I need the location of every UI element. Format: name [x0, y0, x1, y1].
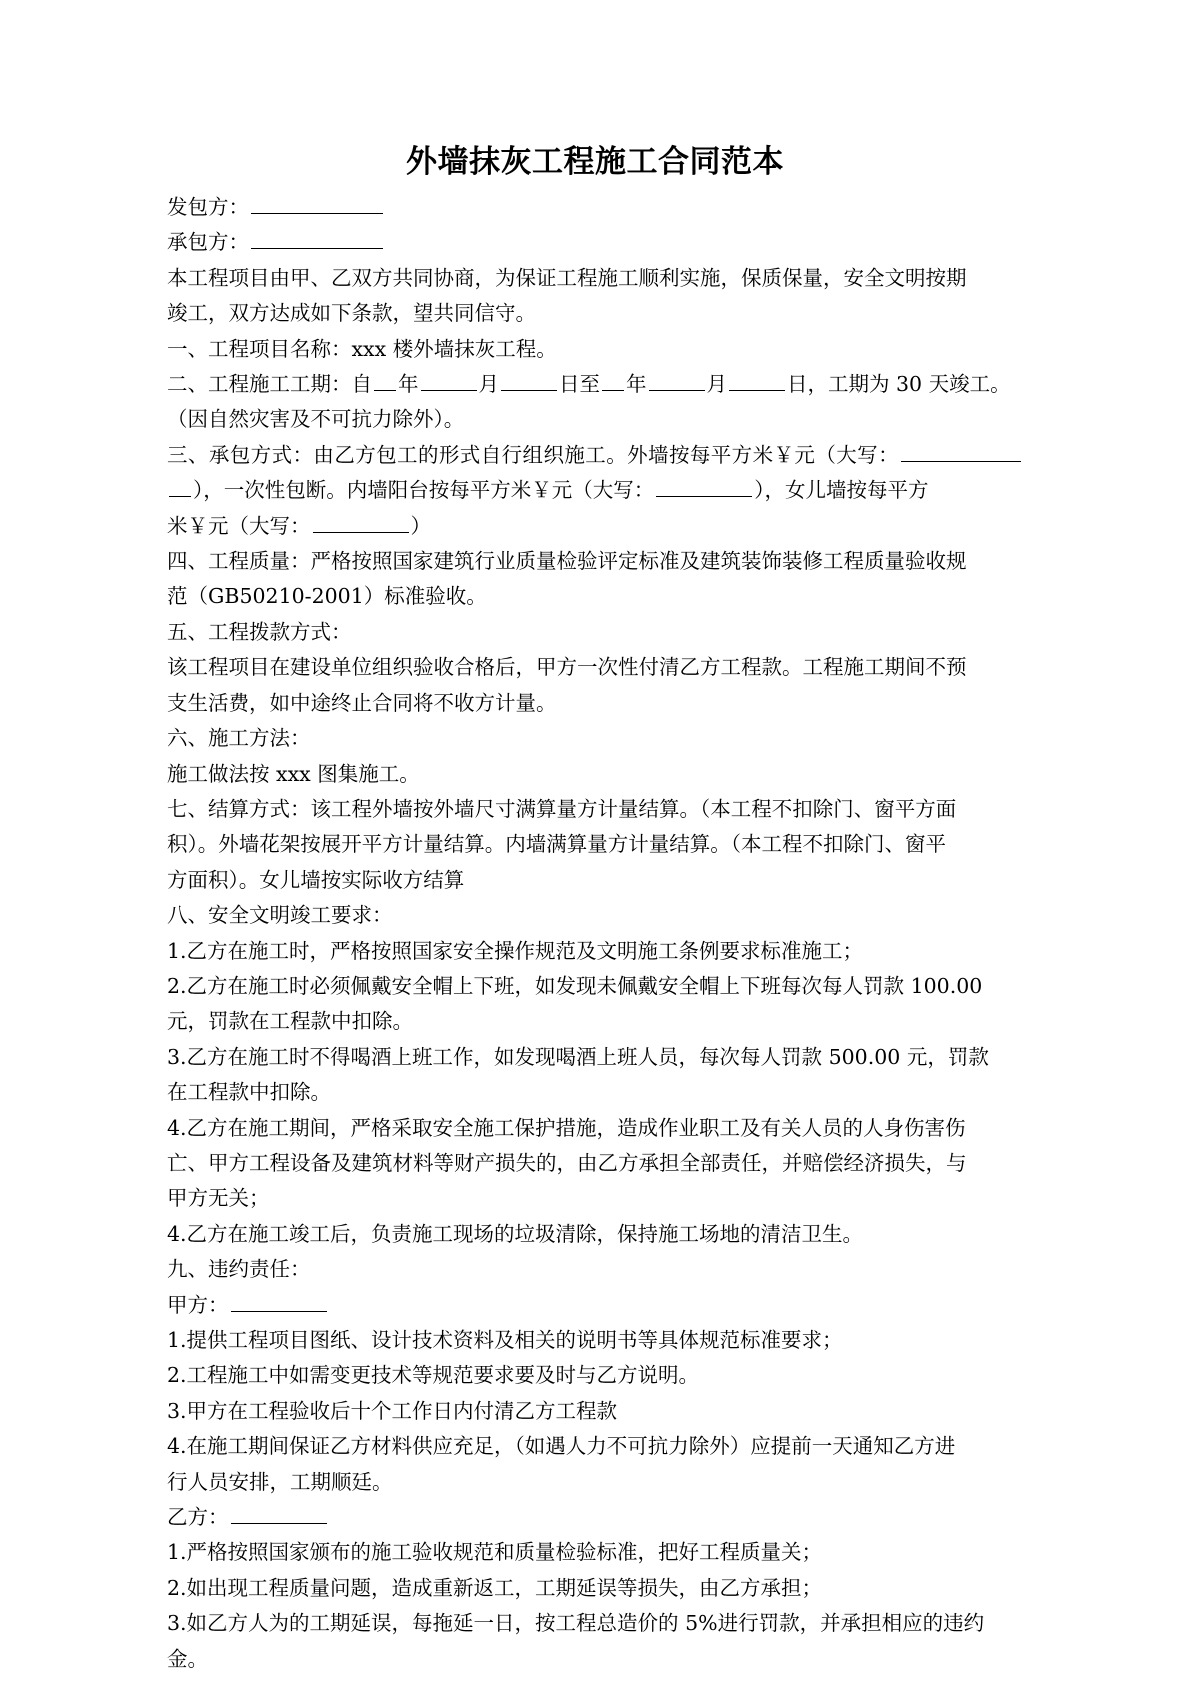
clause-8-item-4-line-3: 甲方无关；: [167, 1186, 270, 1211]
exterior-wall-amount-blank[interactable]: [901, 440, 1021, 462]
end-year-label: 年: [626, 372, 647, 397]
exterior-wall-amount-blank-cont[interactable]: [169, 476, 191, 498]
clause-2-schedule: [167, 367, 1023, 402]
clause-7-line-3: 方面积）。女儿墙按实际收方结算: [167, 867, 465, 892]
clause-7-line-2: 积）。外墙花架按展开平方计量结算。内墙满算量方计量结算。（本工程不扣除门、窗平: [167, 832, 946, 857]
clause-4-quality-line-1: 四、工程质量：严格按照国家建筑行业质量检验评定标准及建筑装饰装修工程质量验收规: [167, 549, 967, 574]
clause-1-project-name: 一、工程项目名称：xxx 楼外墙抹灰工程。: [167, 336, 557, 361]
party-b-line: [167, 1500, 1023, 1535]
clause-8-item-3-line-1: 3.乙方在施工时不得喝酒上班工作，如发现喝酒上班人员，每次每人罚款 500.00 元，罚款: [167, 1044, 989, 1069]
party-a-item-4-line-2: 行人员安排，工期顺廷。: [167, 1469, 393, 1494]
clause-5-line-2: 支生活费，如中途终止合同将不收方计量。: [167, 690, 557, 715]
clause-8-item-1: 1.乙方在施工时，严格按照国家安全操作规范及文明施工条例要求标准施工；: [167, 938, 864, 963]
clause-3-part-a: 三、承包方式：由乙方包工的形式自行组织施工。外墙按每平方米￥元（大写：: [167, 442, 899, 467]
clause-8-title: 八、安全文明竣工要求：: [167, 903, 393, 928]
party-a-label: 甲方：: [167, 1292, 229, 1317]
party-b-item-1: 1.严格按照国家颁布的施工验收规范和质量检验标准，把好工程质量关；: [167, 1540, 823, 1565]
end-year-blank[interactable]: [602, 370, 624, 392]
clause-8-item-3-line-2: 在工程款中扣除。: [167, 1080, 331, 1105]
party-b-label: 乙方：: [167, 1505, 229, 1530]
clause-2-prefix: 二、工程施工工期：自: [167, 372, 372, 397]
end-month-label: 月: [706, 372, 727, 397]
preamble-line-1: 本工程项目由甲、乙双方共同协商，为保证工程施工顺利实施，保质保量，安全文明按期: [167, 265, 967, 290]
contractor-blank[interactable]: [251, 228, 383, 250]
party-b-blank[interactable]: [231, 1503, 327, 1525]
start-year-label: 年: [398, 372, 419, 397]
start-year-blank[interactable]: [374, 370, 396, 392]
clause-5-title: 五、工程拨款方式：: [167, 619, 352, 644]
clause-8-item-4-line-1: 4.乙方在施工期间，严格采取安全施工保护措施，造成作业职工及有关人员的人身伤害伤: [167, 1115, 966, 1140]
start-month-blank[interactable]: [421, 370, 477, 392]
end-day-blank[interactable]: [729, 370, 785, 392]
clause-6-title: 六、施工方法：: [167, 726, 311, 751]
clause-3-contracting-method: [167, 438, 1023, 509]
start-day-label: 日至: [559, 372, 600, 397]
clause-7-line-1: 七、结算方式：该工程外墙按外墙尺寸满算量方计量结算。（本工程不扣除门、窗平方面: [167, 796, 957, 821]
party-a-line: [167, 1288, 1023, 1323]
party-a-blank[interactable]: [231, 1290, 327, 1312]
issuer-line: [167, 190, 1023, 225]
party-a-item-3: 3.甲方在工程验收后十个工作日内付清乙方工程款: [167, 1398, 618, 1423]
balcony-amount-blank[interactable]: [656, 476, 752, 498]
clause-4-quality-line-2: 范（GB50210-2001）标准验收。: [167, 584, 487, 609]
contractor-line: [167, 225, 1023, 260]
clause-3-parapet: [167, 509, 1023, 544]
clause-2-suffix: 日，工期为 30 天竣工。: [787, 372, 1011, 397]
clause-8-item-2-line-1: 2.乙方在施工时必须佩戴安全帽上下班，如发现未佩戴安全帽上下班每次每人罚款 100.00: [167, 973, 983, 998]
clause-6-line-1: 施工做法按 xxx 图集施工。: [167, 761, 420, 786]
preamble-line-2: 竣工，双方达成如下条款，望共同信守。: [167, 301, 536, 326]
clause-2-force-majeure: （因自然灾害及不可抗力除外）。: [167, 407, 465, 432]
contractor-label: 承包方：: [167, 230, 249, 255]
clause-3-part-d: 米￥元（大写：: [167, 513, 311, 538]
parapet-amount-blank[interactable]: [313, 511, 409, 533]
party-b-item-3-line-1: 3.如乙方人为的工期延误，每拖延一日，按工程总造价的 5%进行罚款，并承担相应的违约: [167, 1611, 985, 1636]
clause-8-item-4-line-2: 亡、甲方工程设备及建筑材料等财产损失的，由乙方承担全部责任，并赔偿经济损失，与: [167, 1150, 967, 1175]
clause-8-item-5: 4.乙方在施工竣工后，负责施工现场的垃圾清除，保持施工场地的清洁卫生。: [167, 1221, 864, 1246]
start-month-label: 月: [478, 372, 499, 397]
clause-8-item-2-line-2: 元，罚款在工程款中扣除。: [167, 1009, 413, 1034]
clause-5-line-1: 该工程项目在建设单位组织验收合格后，甲方一次性付清乙方工程款。工程施工期间不预: [167, 655, 967, 680]
clause-3-part-b: ），一次性包断。内墙阳台按每平方米￥元（大写：: [193, 478, 655, 503]
issuer-label: 发包方：: [167, 195, 249, 219]
party-a-item-1: 1.提供工程项目图纸、设计技术资料及相关的说明书等具体规范标准要求；: [167, 1328, 843, 1352]
party-a-item-4-line-1: 4.在施工期间保证乙方材料供应充足，（如遇人力不可抗力除外）应提前一天通知乙方进: [167, 1434, 956, 1459]
party-b-item-2: 2.如出现工程质量问题，造成重新返工，工期延误等损失，由乙方承担；: [167, 1575, 823, 1600]
end-month-blank[interactable]: [649, 370, 705, 392]
document-body: [167, 140, 1023, 1677]
clause-3-part-e: ）: [410, 513, 431, 538]
start-day-blank[interactable]: [501, 370, 557, 392]
page-title: 外墙抹灰工程施工合同范本: [406, 144, 784, 180]
clause-9-title: 九、违约责任：: [167, 1257, 311, 1282]
clause-3-part-c: ），女儿墙按每平方: [754, 478, 929, 503]
party-b-item-3-line-2: 金。: [167, 1646, 208, 1671]
party-a-item-2: 2.工程施工中如需变更技术等规范要求要及时与乙方说明。: [167, 1363, 700, 1388]
issuer-blank[interactable]: [251, 193, 383, 215]
